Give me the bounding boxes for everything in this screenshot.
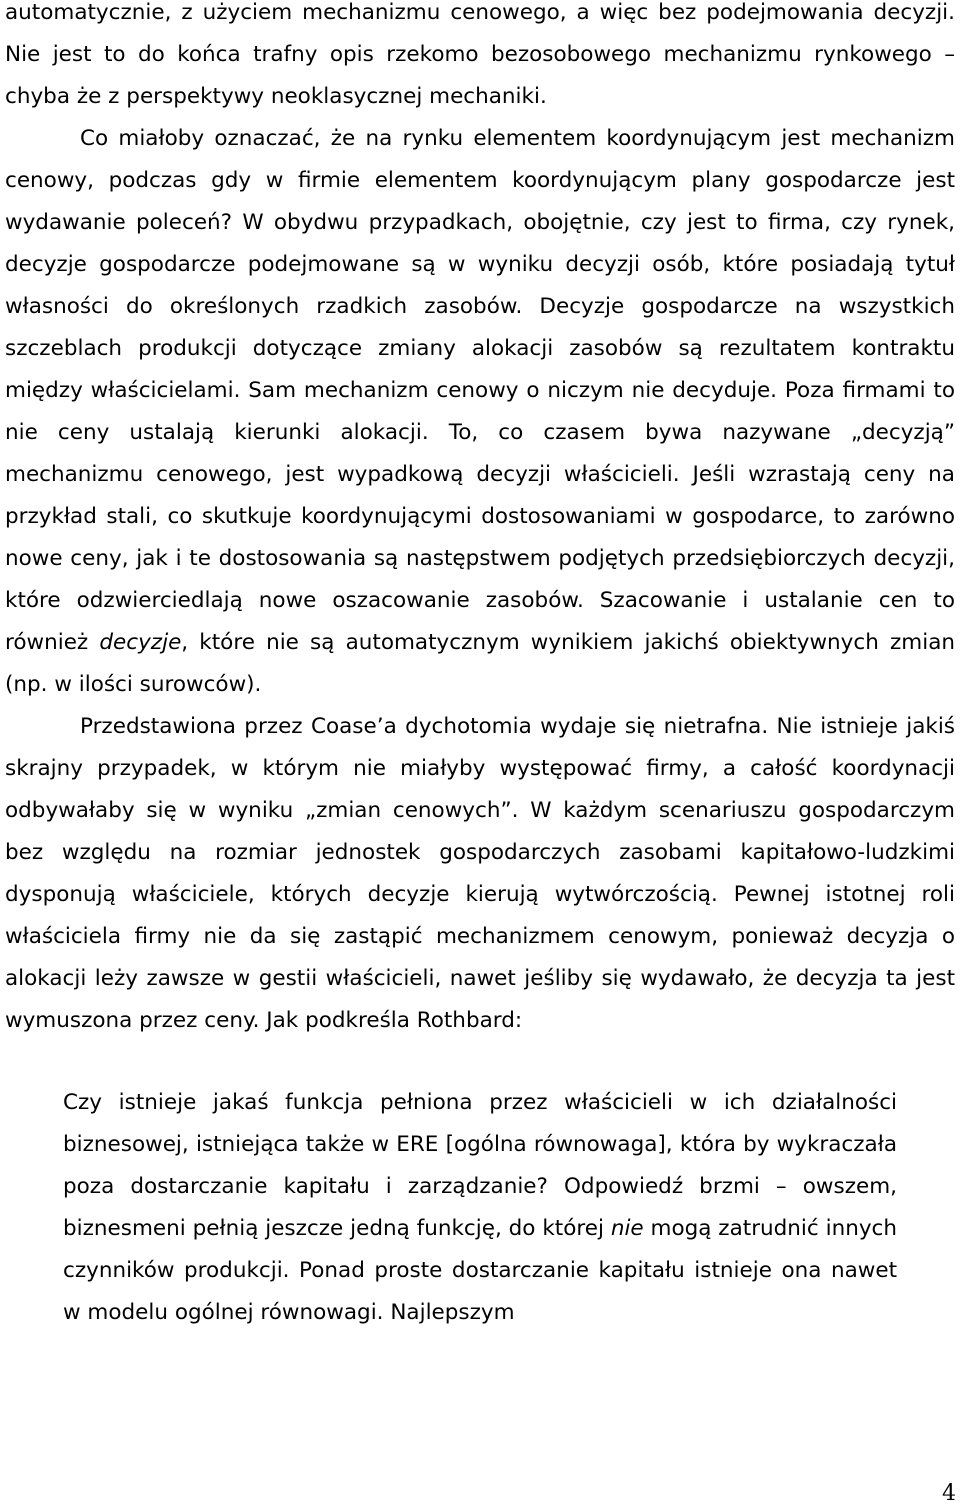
document-page <box>5 0 955 1334</box>
quote-text-before: Czy istnieje jakaś funkcja pełniona przez właścicieli w ich działalności biznesowej, istniejąca także w ERE [ogólna równowaga], która by wykraczała poza dostarczanie kapitału i zarządzanie? Odpowiedź brzmi – owszem, biznesmeni pełnią jeszcze jedną funkcję, do której <box>63 1090 897 1241</box>
paragraph-mechanism <box>5 118 955 706</box>
paragraph-mechanism-text: Co miałoby oznaczać, że na rynku elementem koordynującym jest mechanizm cenowy, podczas gdy w firmie elementem koordynującym plany gospodarcze jest wydawanie poleceń? W obydwu przypadkach, obojętnie, czy jest to firma, czy rynek, decyzje gospodarcze podejmowane są w wyniku decyzji osób, które posiadają tytuł własności do określonych rzadkich zasobów. Decyzje gospodarcze na wszystkich szczeblach produkcji dotyczące zmiany alokacji zasobów są rezultatem kontraktu między właścicielami. Sam mechanizm cenowy o niczym nie decyduje. Poza firmami to nie ceny ustalają kierunki alokacji. To, co czasem bywa nazywane „decyzją” mechanizmu cenowego, jest wypadkową decyzji właścicieli. Jeśli wzrastają ceny na przykład stali, co skutkuje koordynującymi dostosowaniami w gospodarce, to zarówno nowe ceny, jak i te dostosowania są następstwem podjętych przedsiębiorczych decyzji, które odzwierciedlają nowe oszacowanie zasobów. Szacowanie i ustalanie cen to również <box>5 126 955 655</box>
emphasis-nie: nie <box>610 1216 644 1241</box>
quote-text-after: mogą zatrudnić innych czynników produkcji. Ponad proste dostarczanie kapitału istnieje ona nawet w modelu ogólnej równowagi. Najlepszym <box>63 1216 897 1325</box>
page-number: 4 <box>942 1481 956 1506</box>
block-quote-rothbard <box>63 1082 897 1334</box>
paragraph-coase: Przedstawiona przez Coase’a dychotomia wydaje się nietrafna. Nie istnieje jakiś skrajny przypadek, w którym nie miałyby występować firmy, a całość koordynacji odbywałaby się w wyniku „zmian cenowych”. W każdym scenariuszu gospodarczym bez względu na rozmiar jednostek gospodarczych zasobami kapitałowo-ludzkimi dysponują właściciele, których decyzje kierują wytwórczością. Pewnej istotnej roli właściciela firmy nie da się zastąpić mechanizmem cenowym, ponieważ decyzja o alokacji leży zawsze w gestii właścicieli, nawet jeśliby się wydawało, że decyzja ta jest wymuszona przez ceny. Jak podkreśla Rothbard: <box>5 714 955 1033</box>
paragraph-continued: automatycznie, z użyciem mechanizmu cenowego, a więc bez podejmowania decyzji. Nie jest to do końca trafny opis rzekomo bezosobowego mechanizmu rynkowego – chyba że z perspektywy neoklasycznej mechaniki. <box>5 0 955 109</box>
paragraph-mechanism-tail: , które nie są automatycznym wynikiem jakichś obiektywnych zmian (np. w ilości surowców). <box>5 630 955 697</box>
emphasis-decyzje: decyzje <box>99 630 182 655</box>
